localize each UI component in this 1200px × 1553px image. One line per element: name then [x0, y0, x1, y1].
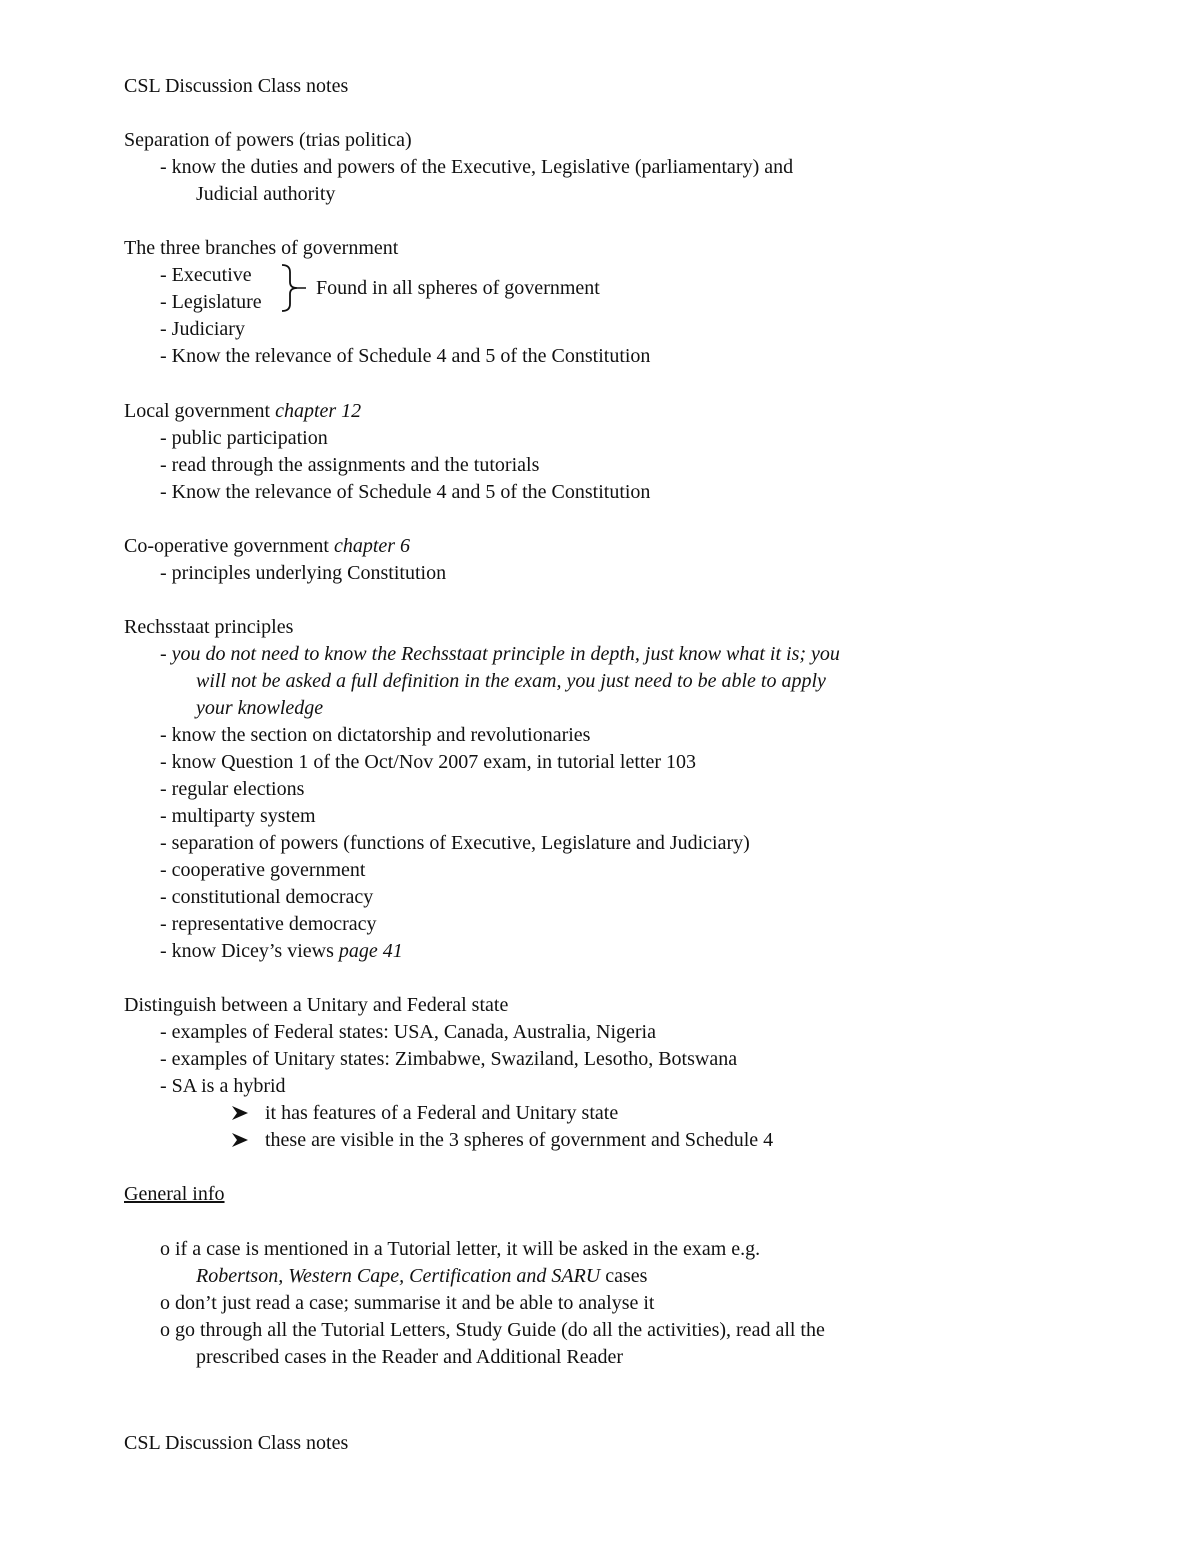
- list-item: [160, 1236, 760, 1262]
- list-item: - public participation: [160, 427, 328, 449]
- list-item: - separation of powers (functions of Executive, Legislature and Judiciary): [160, 832, 750, 854]
- list-item: - constitutional democracy: [160, 886, 374, 908]
- page-footer: CSL Discussion Class notes: [124, 1432, 349, 1454]
- list-item: - know Question 1 of the Oct/Nov 2007 exam, in tutorial letter 103: [160, 751, 697, 773]
- chapter-reference: chapter 6: [333, 535, 411, 557]
- brace-note: Found in all spheres of government: [316, 277, 600, 299]
- list-item-continuation: [196, 1263, 647, 1289]
- list-item-executive: - Executive: [160, 264, 252, 286]
- arrow-list-item: [230, 1100, 618, 1126]
- chapter-reference: chapter 12: [275, 400, 362, 422]
- list-item: - examples of Federal states: USA, Canada, Australia, Nigeria: [160, 1021, 656, 1043]
- dash: -: [160, 643, 167, 665]
- list-item-text: if a case is mentioned in a Tutorial letter, it will be asked in the exam e.g.: [175, 1238, 761, 1260]
- list-item-text: go through all the Tutorial Letters, Study Guide (do all the activities), read all the: [175, 1319, 825, 1341]
- list-item-continuation: Judicial authority: [196, 183, 336, 205]
- circle-bullet: o: [160, 1292, 170, 1314]
- list-item-judiciary: - Judiciary: [160, 318, 245, 340]
- page-reference: page 41: [338, 940, 403, 962]
- arrow-bullet-icon: [230, 1131, 250, 1149]
- list-item-text: cases: [605, 1265, 648, 1287]
- list-item-continuation: will not be asked a full definition in the exam, you just need to be able to apply: [196, 670, 826, 692]
- italic-note: you do not need to know the Rechsstaat principle in depth, just know what it is; you: [171, 643, 840, 665]
- list-item-legislature: - Legislature: [160, 291, 262, 313]
- heading-local-government: [124, 398, 361, 424]
- heading-general-info: General info: [124, 1183, 225, 1205]
- list-item: - know the duties and powers of the Executive, Legislative (parliamentary) and: [160, 156, 794, 178]
- heading-unitary-federal: Distinguish between a Unitary and Federal state: [124, 994, 509, 1016]
- list-item: - representative democracy: [160, 913, 377, 935]
- list-item: - SA is a hybrid: [160, 1075, 286, 1097]
- case-names: Robertson, Western Cape, Certification and SARU: [196, 1265, 601, 1287]
- list-item: [160, 1290, 654, 1316]
- list-item: - multiparty system: [160, 805, 316, 827]
- heading-separation-of-powers: Separation of powers (trias politica): [124, 129, 412, 151]
- arrow-list-item: [230, 1127, 773, 1153]
- list-item: - principles underlying Constitution: [160, 562, 447, 584]
- list-item: - regular elections: [160, 778, 305, 800]
- arrow-bullet-icon: [230, 1104, 250, 1122]
- list-item: [160, 1317, 825, 1343]
- list-item: - cooperative government: [160, 859, 366, 881]
- list-item-continuation: your knowledge: [196, 697, 324, 719]
- page-title: CSL Discussion Class notes: [124, 75, 349, 97]
- circle-bullet: o: [160, 1319, 170, 1341]
- heading-text: Local government: [124, 400, 271, 422]
- heading-text: Co-operative government: [124, 535, 329, 557]
- list-item: - read through the assignments and the tutorials: [160, 454, 540, 476]
- list-item: [160, 641, 840, 667]
- arrow-list-text: it has features of a Federal and Unitary state: [265, 1102, 619, 1124]
- list-item-text: - know Dicey’s views: [160, 940, 334, 962]
- list-item: - know the section on dictatorship and revolutionaries: [160, 724, 591, 746]
- heading-three-branches: The three branches of government: [124, 237, 399, 259]
- list-item: - Know the relevance of Schedule 4 and 5 of the Constitution: [160, 345, 651, 367]
- right-brace-icon: [280, 262, 310, 314]
- circle-bullet: o: [160, 1238, 170, 1260]
- list-item: [160, 938, 403, 964]
- list-item: - examples of Unitary states: Zimbabwe, Swaziland, Lesotho, Botswana: [160, 1048, 738, 1070]
- arrow-list-text: these are visible in the 3 spheres of government and Schedule 4: [265, 1129, 774, 1151]
- heading-rechsstaat: Rechsstaat principles: [124, 616, 294, 638]
- list-item-text: don’t just read a case; summarise it and be able to analyse it: [175, 1292, 655, 1314]
- list-item-continuation: prescribed cases in the Reader and Additional Reader: [196, 1346, 624, 1368]
- list-item: - Know the relevance of Schedule 4 and 5 of the Constitution: [160, 481, 651, 503]
- heading-cooperative-government: [124, 533, 410, 559]
